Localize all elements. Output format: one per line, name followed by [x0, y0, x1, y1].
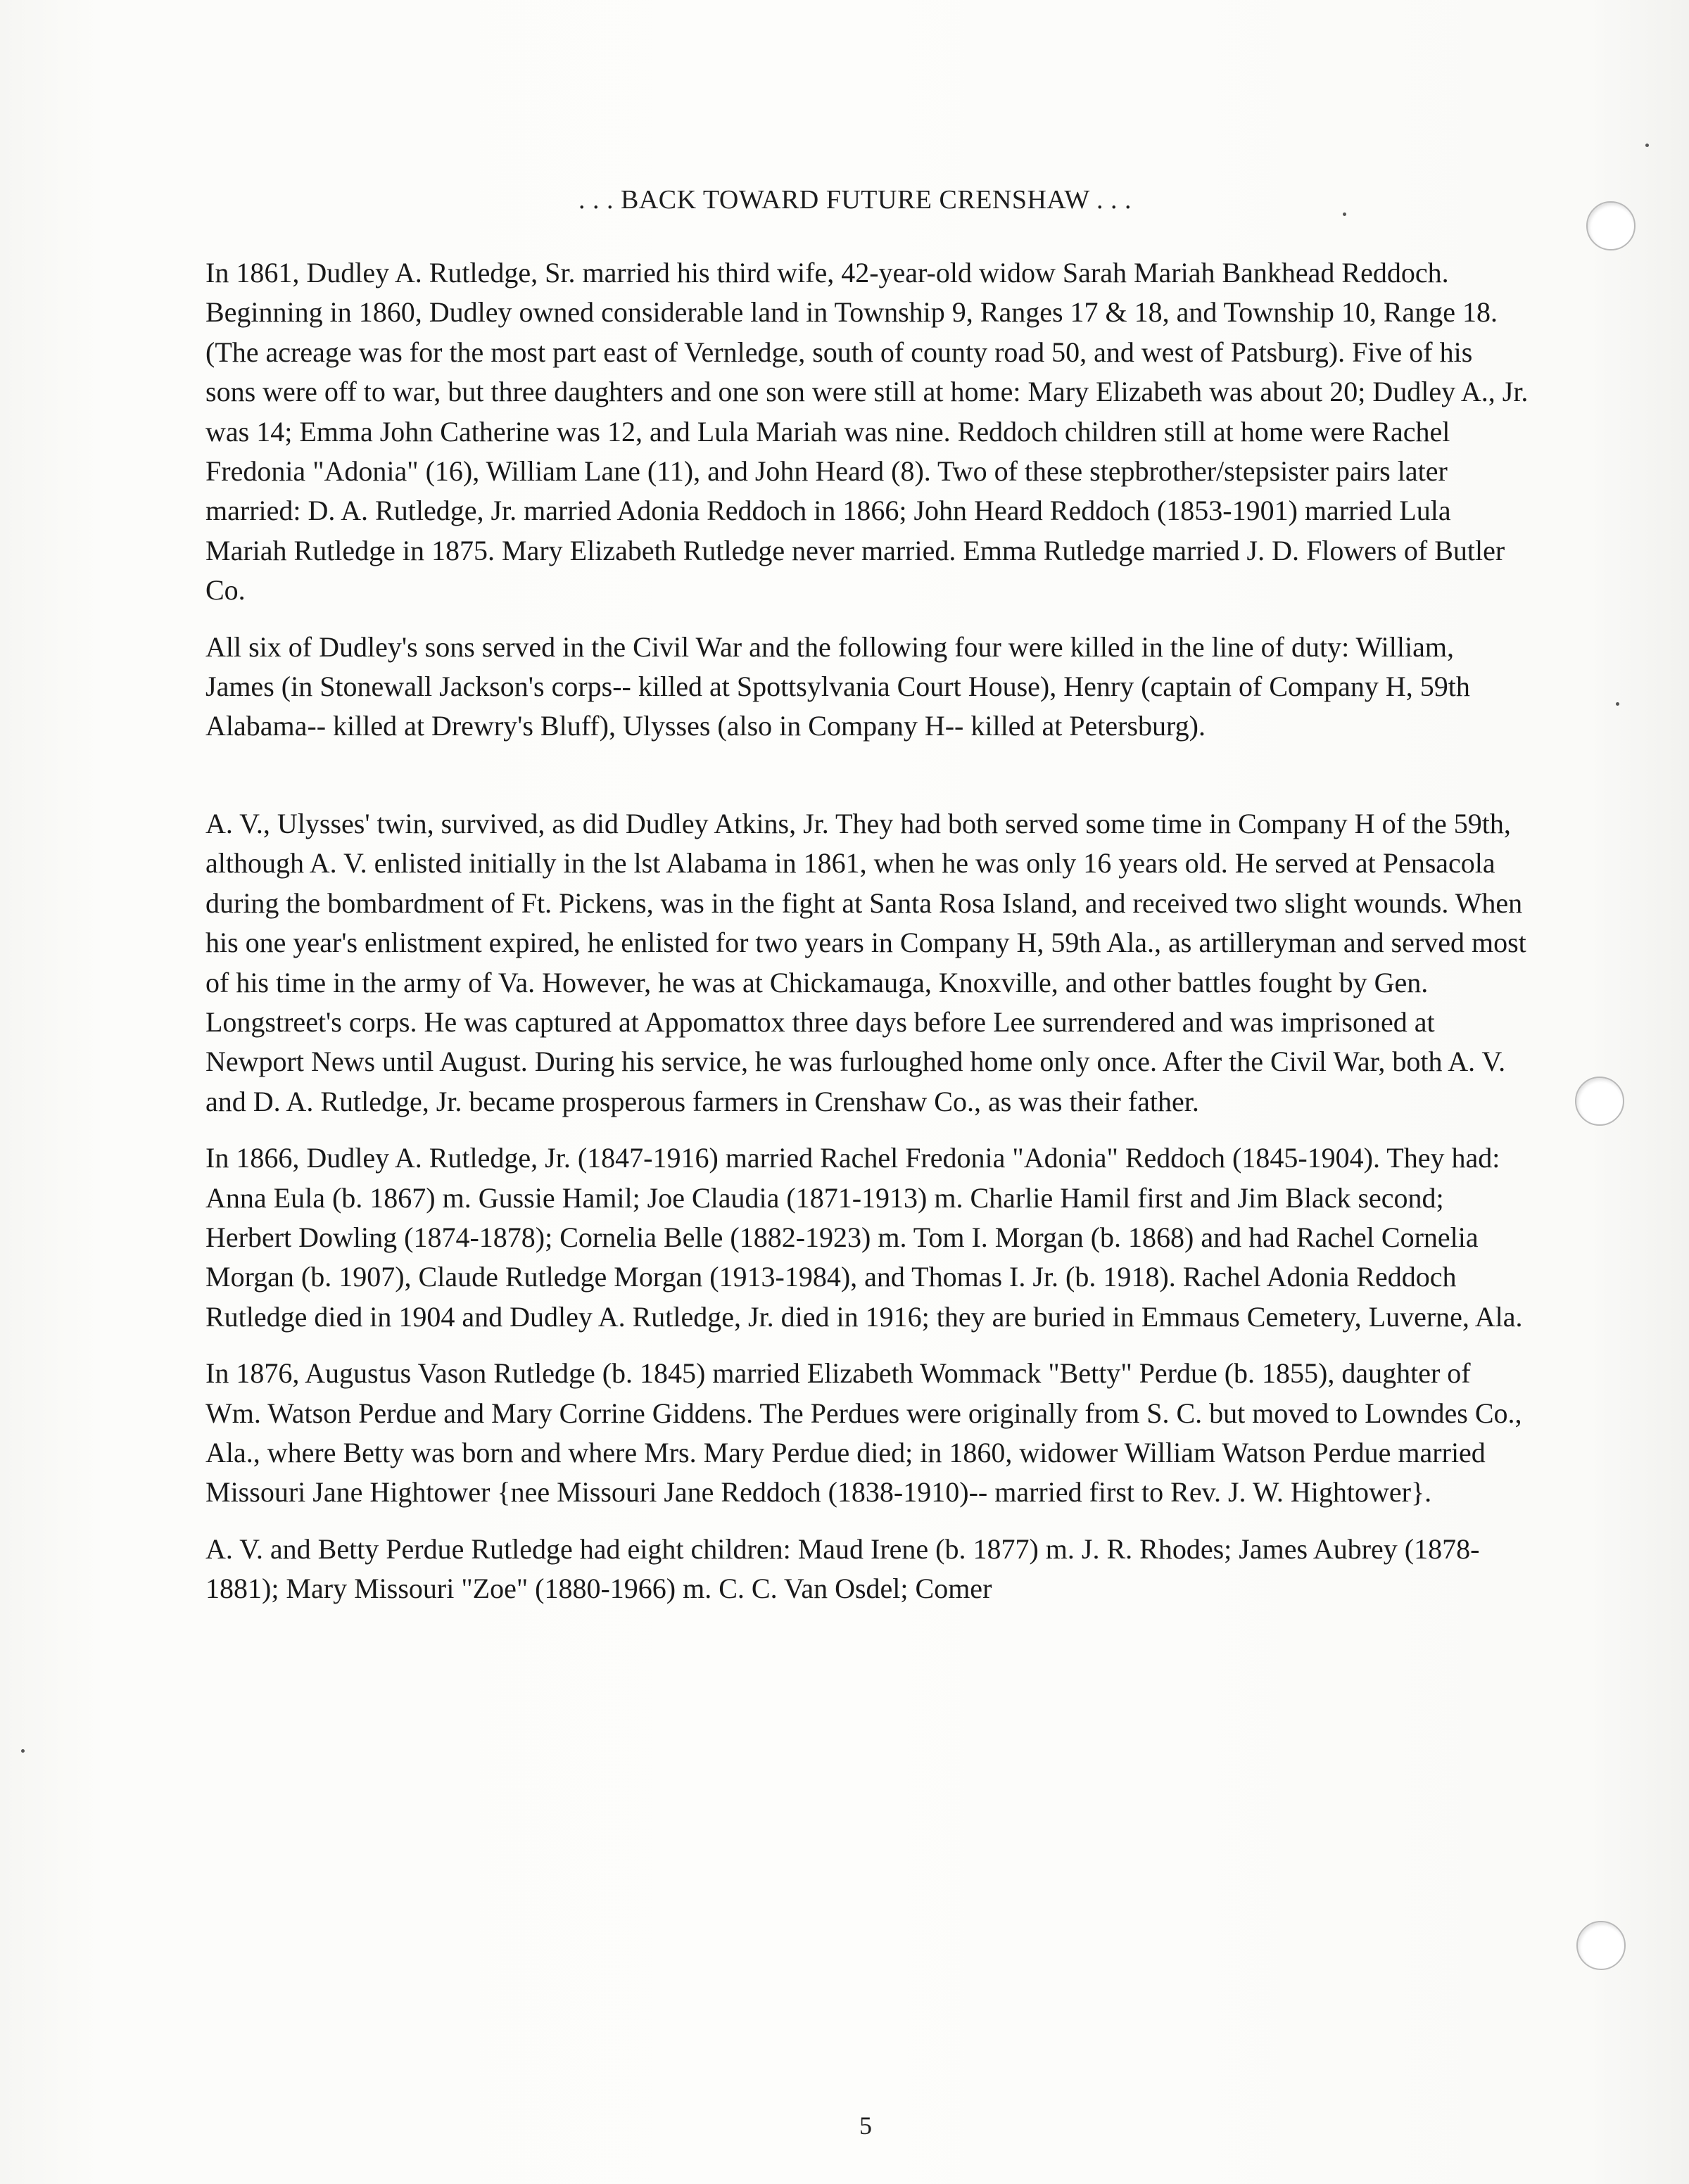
- paragraph-5: In 1876, Augustus Vason Rutledge (b. 1845) married Elizabeth Wommack "Betty" Perdue (b. 1855), daughter of Wm. Watson Perdue and Mary Corrine Giddens. The Perdues were originally from S. C. but moved to Lowndes Co., Ala., where Betty was born and where Mrs. Mary Perdue died; in 1860, widower William Watson Perdue married Missouri Jane Hightower {nee Missouri Jane Reddoch (1838-1910)-- married first to Rev. J. W. Hightower}.: [205, 1357, 1522, 1509]
- page-number: 5: [859, 2112, 872, 2140]
- paragraph-2: All six of Dudley's sons served in the Civil War and the following four were killed in the line of duty: William, James (in Stonewall Jackson's corps-- killed at Spottsylvania Court House), Henry (captain of Company H, 59th Alabama-- killed at Drewry's Bluff), Ulysses (also in Company H-- killed at Petersburg).: [205, 630, 1470, 742]
- paragraph-4: In 1866, Dudley A. Rutledge, Jr. (1847-1916) married Rachel Fredonia "Adonia" Reddoch (1845-1904). They had: Anna Eula (b. 1867) m. Gussie Hamil; Joe Claudia (1871-1913) m. Charlie Hamil first and Jim Black second; Herbert Dowling (1874-1878); Cornelia Belle (1882-1923) m. Tom I. Morgan (b. 1868) and had Rachel Cornelia Morgan (b. 1907), Claude Rutledge Morgan (1913-1984), and Thomas I. Jr. (b. 1918). Rachel Adonia Reddoch Rutledge died in 1904 and Dudley A. Rutledge, Jr. died in 1916; they are buried in Emmaus Cemetery, Luverne, Ala.: [205, 1142, 1523, 1333]
- running-header: . . . BACK TOWARD FUTURE CRENSHAW . . .: [578, 185, 1132, 215]
- scan-speck: [21, 1749, 25, 1753]
- body-text: [205, 253, 1529, 1609]
- paragraph-3: A. V., Ulysses' twin, survived, as did Dudley Atkins, Jr. They had both served some time in Company H of the 59th, although A. V. enlisted initially in the lst Alabama in 1861, when he was only 16 years old. He served at Pensacola during the bombardment of Ft. Pickens, was in the fight at Santa Rosa Island, and received two slight wounds. When his one year's enlistment expired, he enlisted for two years in Company H, 59th Ala., as artilleryman and served most of his time in the army of Va. However, he was at Chickamauga, Knoxville, and other battles fought by Gen. Longstreet's corps. He was captured at Appomattox three days before Lee surrendered and was imprisoned at Newport News until August. During his service, he was furloughed home only once. After the Civil War, both A. V. and D. A. Rutledge, Jr. became prosperous farmers in Crenshaw Co., as was their father.: [205, 807, 1526, 1117]
- paragraph-1: In 1861, Dudley A. Rutledge, Sr. married his third wife, 42-year-old widow Sarah Mariah Bankhead Reddoch. Beginning in 1860, Dudley owned considerable land in Township 9, Ranges 17 & 18, and Township 10, Range 18. (The acreage was for the most part east of Vernledge, south of county road 50, and west of Patsburg). Five of his sons were off to war, but three daughters and one son were still at home: Mary Elizabeth was about 20; Dudley A., Jr. was 14; Emma John Catherine was 12, and Lula Mariah was nine. Reddoch children still at home were Rachel Fredonia "Adonia" (16), William Lane (11), and John Heard (8). Two of these stepbrother/stepsister pairs later married: D. A. Rutledge, Jr. married Adonia Reddoch in 1866; John Heard Reddoch (1853-1901) married Lula Mariah Rutledge in 1875. Mary Elizabeth Rutledge never married. Emma Rutledge married J. D. Flowers of Butler Co.: [205, 257, 1529, 607]
- scan-speck: [1645, 144, 1649, 147]
- punch-hole-middle: [1575, 1077, 1624, 1126]
- paragraph-6: A. V. and Betty Perdue Rutledge had eight children: Maud Irene (b. 1877) m. J. R. Rhodes; James Aubrey (1878-1881); Mary Missouri "Zoe" (1880-1966) m. C. C. Van Osdel; Comer: [205, 1532, 1480, 1605]
- punch-hole-bottom: [1576, 1921, 1626, 1970]
- scan-speck: [1616, 702, 1619, 706]
